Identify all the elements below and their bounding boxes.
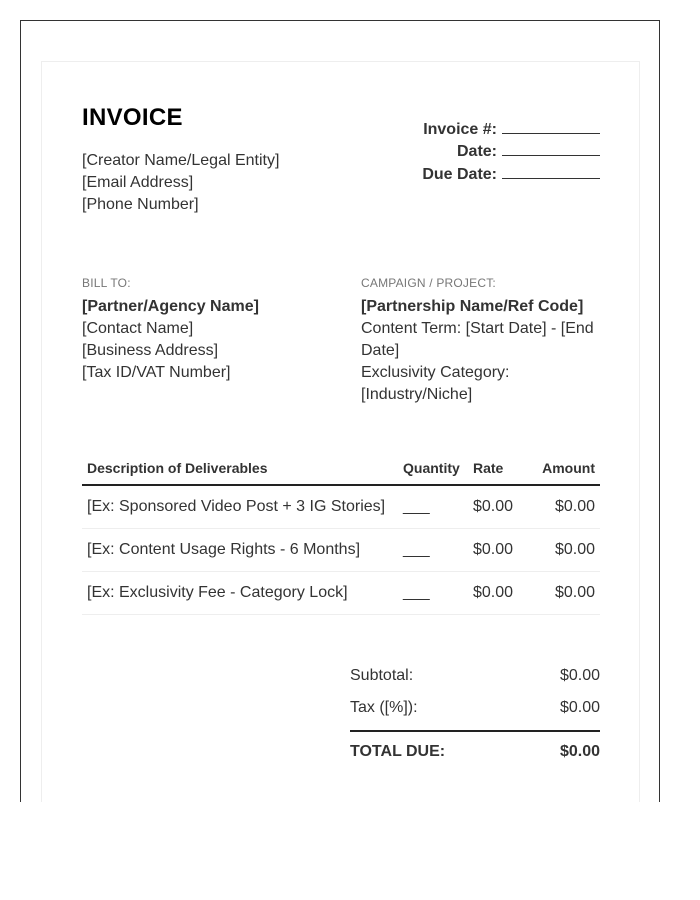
table-row — [82, 529, 600, 572]
table-row — [82, 485, 600, 529]
bill-to-block — [82, 296, 342, 384]
tax-id: [Tax ID/VAT Number] — [82, 364, 231, 381]
total-due-row — [350, 732, 600, 772]
row-rate: $0.00 — [468, 529, 530, 572]
total-due-value: $0.00 — [559, 743, 600, 760]
row-amount: $0.00 — [530, 529, 600, 572]
bill-to-label: BILL TO: — [82, 276, 131, 290]
tax-row — [350, 692, 600, 724]
row-quantity: ___ — [398, 572, 468, 615]
row-quantity: ___ — [398, 529, 468, 572]
row-description: [Ex: Exclusivity Fee - Category Lock] — [82, 572, 398, 615]
row-rate: $0.00 — [468, 572, 530, 615]
row-amount: $0.00 — [530, 572, 600, 615]
campaign-label: CAMPAIGN / PROJECT: — [361, 276, 496, 290]
invoice-due-blank — [502, 164, 600, 179]
campaign-block — [361, 296, 601, 406]
tax-label: Tax ([%]): — [350, 699, 418, 716]
totals-block — [350, 660, 600, 772]
row-description: [Ex: Content Usage Rights - 6 Months] — [82, 529, 398, 572]
invoice-date-row — [457, 141, 600, 161]
row-amount: $0.00 — [530, 485, 600, 529]
invoice-number-row — [423, 119, 600, 139]
creator-name: [Creator Name/Legal Entity] — [82, 152, 280, 169]
table-header-row — [82, 452, 600, 485]
header-description: Description of Deliverables — [82, 452, 398, 485]
invoice-title: INVOICE — [82, 104, 183, 131]
deliverables-table — [82, 452, 600, 615]
tax-value: $0.00 — [559, 699, 600, 716]
header-amount: Amount — [530, 452, 600, 485]
total-due-label: TOTAL DUE: — [350, 743, 446, 760]
row-quantity: ___ — [398, 485, 468, 529]
creator-email: [Email Address] — [82, 174, 194, 191]
contact-name: [Contact Name] — [82, 320, 194, 337]
partner-name: [Partner/Agency Name] — [82, 298, 259, 315]
invoice-number-label: Invoice #: — [423, 121, 497, 138]
invoice-number-blank — [502, 119, 600, 134]
invoice-due-label: Due Date: — [422, 166, 497, 183]
invoice-due-row — [422, 164, 600, 184]
subtotal-row — [350, 660, 600, 692]
creator-phone: [Phone Number] — [82, 196, 199, 213]
content-term: Content Term: [Start Date] - [End Date] — [361, 320, 594, 359]
row-description: [Ex: Sponsored Video Post + 3 IG Stories] — [82, 485, 398, 529]
exclusivity-category: Exclusivity Category: [Industry/Niche] — [361, 364, 510, 403]
invoice-date-blank — [502, 141, 600, 156]
partnership-name: [Partnership Name/Ref Code] — [361, 298, 584, 315]
invoice-date-label: Date: — [456, 143, 497, 160]
header-rate: Rate — [468, 452, 530, 485]
header-quantity: Quantity — [398, 452, 468, 485]
subtotal-label: Subtotal: — [350, 667, 414, 684]
table-row — [82, 572, 600, 615]
row-rate: $0.00 — [468, 485, 530, 529]
business-address: [Business Address] — [82, 342, 219, 359]
subtotal-value: $0.00 — [559, 667, 600, 684]
